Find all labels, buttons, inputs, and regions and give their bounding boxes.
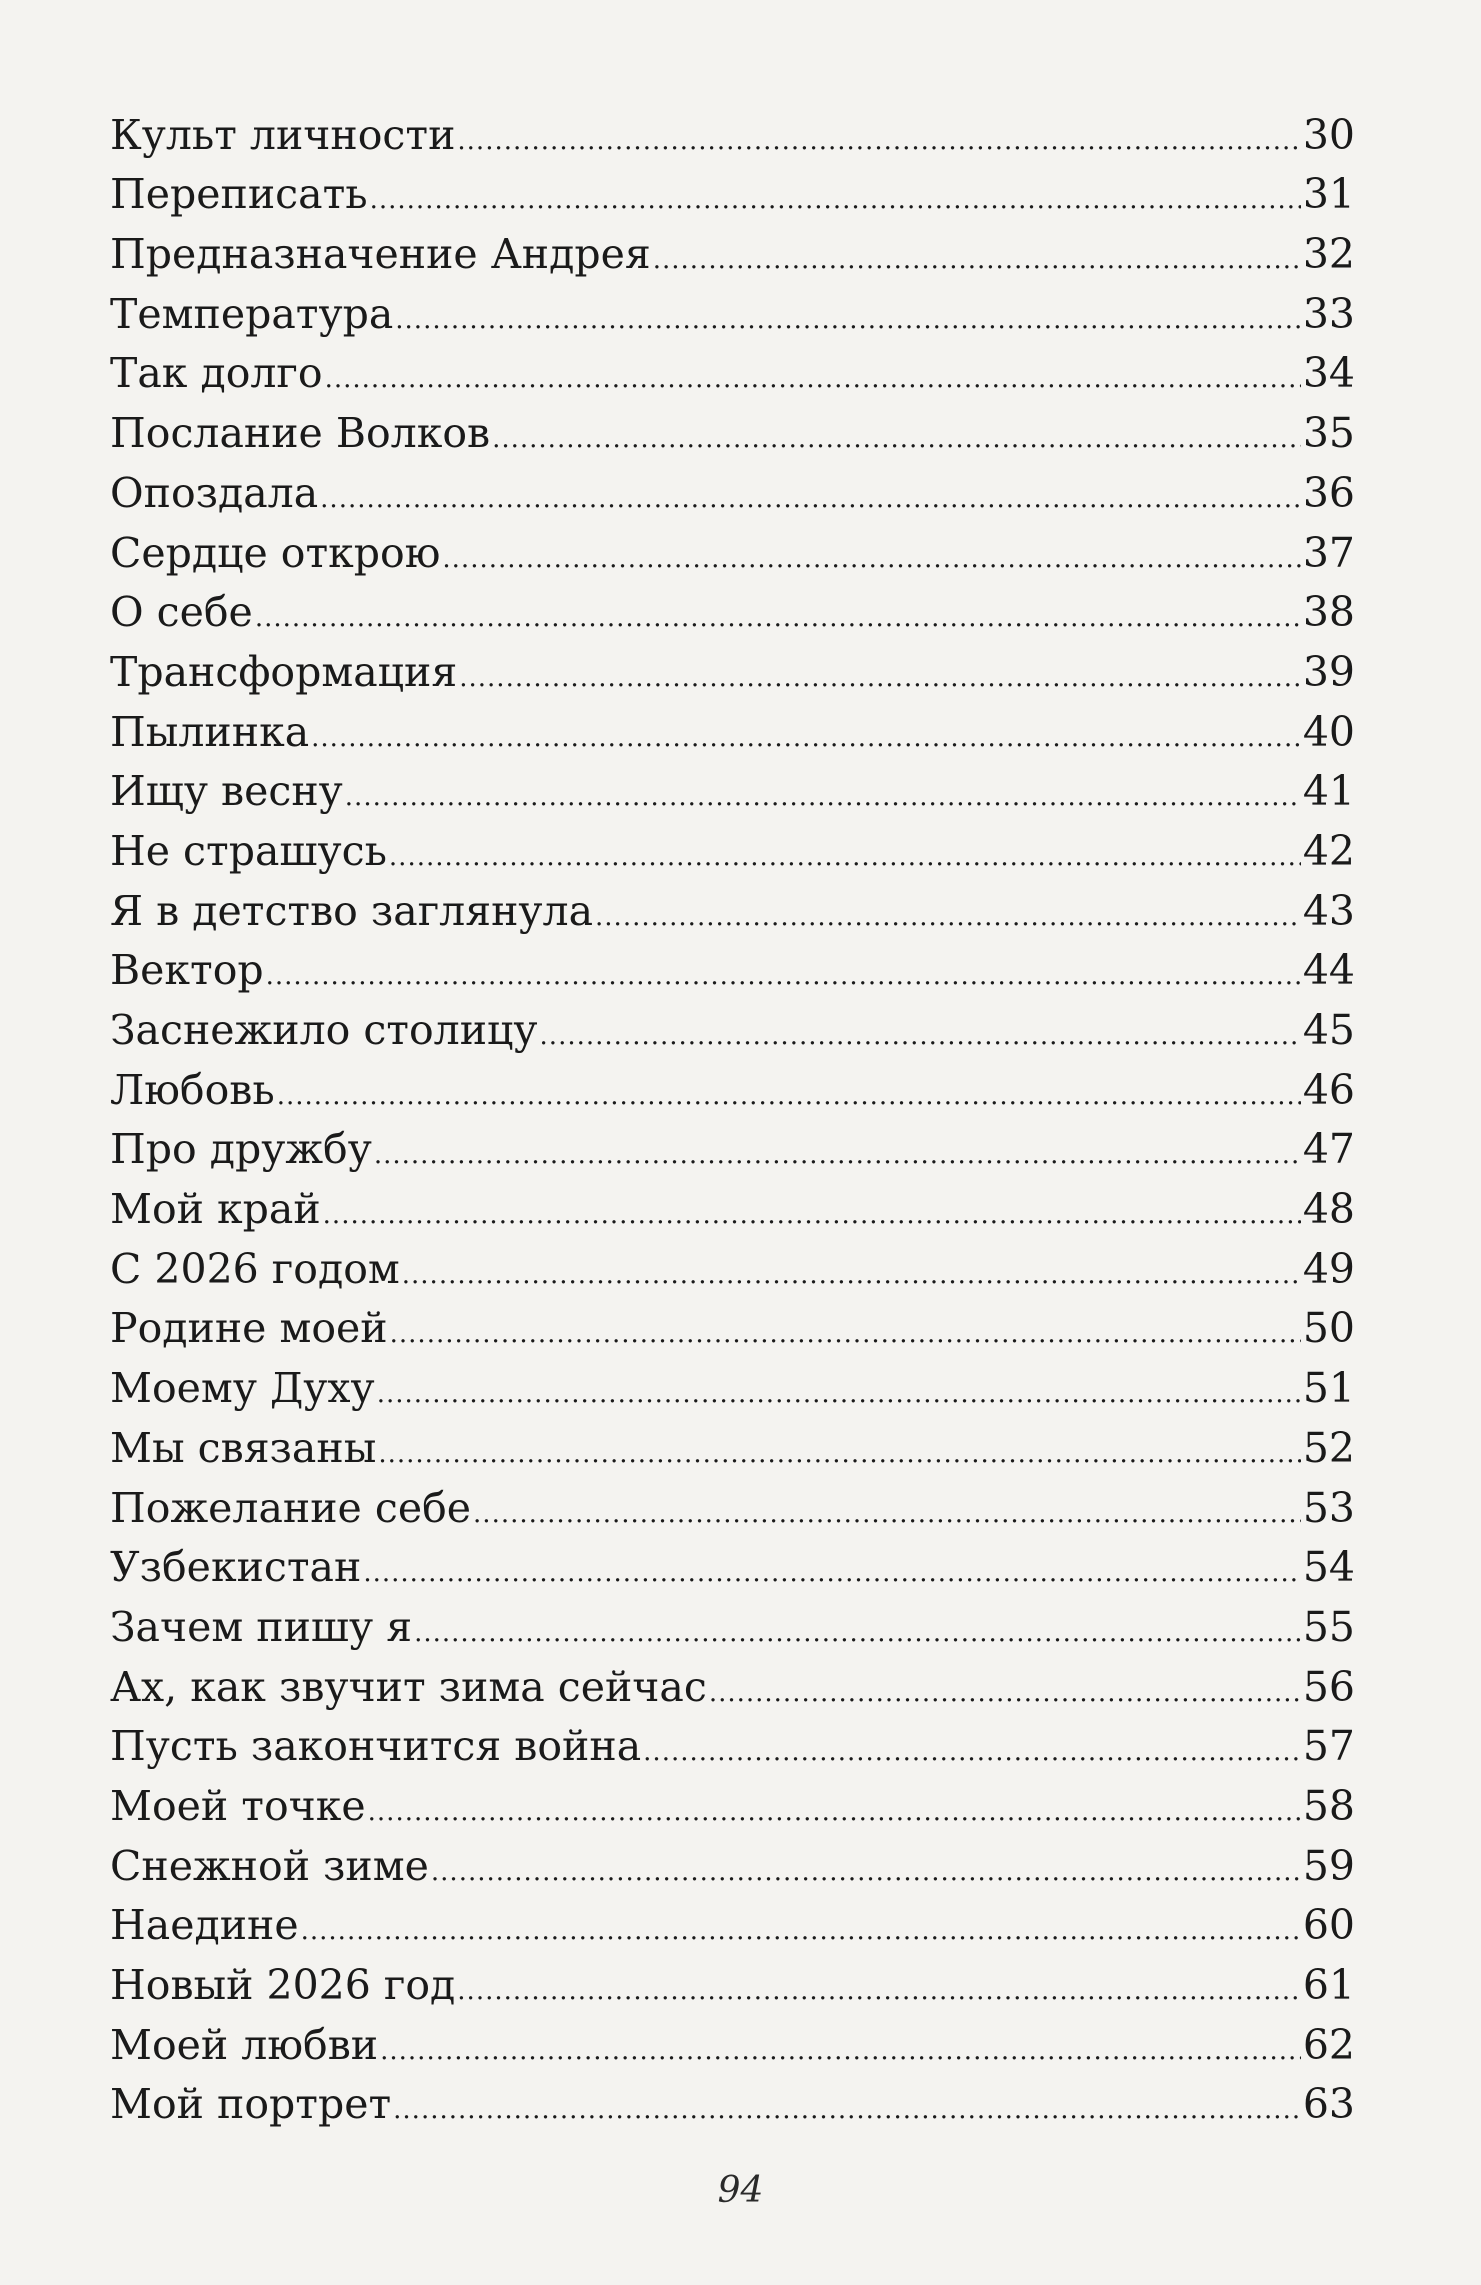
toc-dot-leader xyxy=(277,1083,1301,1109)
toc-entry-title: Предназначение Андрея xyxy=(110,230,651,279)
toc-entry-page: 40 xyxy=(1302,707,1355,756)
toc-entry xyxy=(110,526,1355,586)
toc-entry xyxy=(110,1242,1355,1302)
toc-entry-title: Переписать xyxy=(110,170,368,219)
toc-dot-leader xyxy=(414,1620,1301,1646)
toc-entry xyxy=(110,1720,1355,1780)
toc-entry-page: 63 xyxy=(1302,2080,1355,2129)
toc-entry-page: 35 xyxy=(1302,409,1355,458)
toc-entry-title: Заснежило столицу xyxy=(110,1006,538,1054)
toc-entry-title: Моей точке xyxy=(110,1781,366,1830)
toc-entry-page: 46 xyxy=(1302,1065,1355,1114)
toc-entry-title: Пылинка xyxy=(110,707,310,756)
toc-entry xyxy=(110,2078,1355,2138)
toc-entry-page: 52 xyxy=(1302,1423,1355,1472)
toc-entry-title: Мой портрет xyxy=(110,2080,392,2129)
toc-entry xyxy=(110,168,1355,228)
toc-entry xyxy=(110,1421,1355,1481)
toc-dot-leader xyxy=(442,546,1300,572)
toc-entry-page: 37 xyxy=(1302,528,1355,577)
toc-dot-leader xyxy=(390,1321,1301,1347)
toc-entry-page: 32 xyxy=(1302,230,1355,279)
toc-entry-title: Послание Волков xyxy=(110,409,491,458)
table-of-contents xyxy=(110,108,1355,2137)
toc-entry-title: Мой край xyxy=(110,1185,321,1234)
toc-entry-page: 36 xyxy=(1302,468,1355,517)
toc-dot-leader xyxy=(363,1560,1301,1586)
toc-entry-page: 59 xyxy=(1302,1841,1355,1890)
toc-entry xyxy=(110,824,1355,884)
toc-entry-title: Мы связаны xyxy=(110,1423,377,1472)
toc-dot-leader xyxy=(377,1381,1301,1407)
toc-entry-page: 30 xyxy=(1302,110,1355,159)
toc-entry-page: 41 xyxy=(1302,767,1355,816)
toc-entry-page: 61 xyxy=(1302,1961,1355,2009)
toc-entry xyxy=(110,1899,1355,1959)
toc-entry xyxy=(110,586,1355,646)
toc-dot-leader xyxy=(709,1680,1301,1706)
toc-entry-title: О себе xyxy=(110,588,253,637)
toc-entry-title: Вектор xyxy=(110,946,264,995)
toc-entry-title: Наедине xyxy=(110,1901,299,1950)
toc-dot-leader xyxy=(380,2038,1301,2064)
toc-dot-leader xyxy=(402,1262,1301,1288)
toc-entry xyxy=(110,1958,1355,2018)
toc-entry-page: 53 xyxy=(1302,1483,1355,1532)
toc-entry xyxy=(110,347,1355,407)
toc-dot-leader xyxy=(595,904,1301,930)
toc-entry xyxy=(110,108,1355,168)
toc-entry-title: Моей любви xyxy=(110,2020,379,2069)
toc-entry-page: 31 xyxy=(1302,170,1355,219)
toc-entry-title: Новый 2026 год xyxy=(110,1961,456,2009)
toc-entry-title: Снежной зиме xyxy=(110,1841,429,1890)
page-number: 94 xyxy=(717,2170,764,2211)
toc-entry-page: 34 xyxy=(1302,349,1355,398)
toc-entry-title: Пусть закончится война xyxy=(110,1722,642,1771)
toc-entry-title: Температура xyxy=(110,289,394,338)
toc-entry-title: Трансформация xyxy=(110,647,458,696)
toc-entry-title: Так долго xyxy=(110,349,323,398)
toc-entry-title: Ищу весну xyxy=(110,767,343,816)
toc-dot-leader xyxy=(368,1799,1301,1825)
toc-entry xyxy=(110,227,1355,287)
toc-entry-page: 38 xyxy=(1302,588,1355,637)
toc-dot-leader xyxy=(492,426,1301,452)
toc-entry-page: 48 xyxy=(1302,1185,1355,1234)
toc-entry-title: Я в детство заглянула xyxy=(110,886,594,935)
toc-entry-page: 39 xyxy=(1302,647,1355,696)
toc-entry-page: 51 xyxy=(1302,1364,1355,1413)
toc-entry-page: 43 xyxy=(1302,886,1355,935)
toc-entry xyxy=(110,884,1355,944)
toc-entry-page: 33 xyxy=(1302,289,1355,338)
toc-entry-title: Узбекистан xyxy=(110,1543,362,1592)
toc-entry-title: Любовь xyxy=(110,1065,275,1114)
toc-entry-page: 44 xyxy=(1302,946,1355,995)
toc-entry xyxy=(110,645,1355,705)
toc-entry-page: 62 xyxy=(1302,2020,1355,2069)
toc-dot-leader xyxy=(457,128,1300,154)
toc-entry xyxy=(110,1182,1355,1242)
toc-entry xyxy=(110,1779,1355,1839)
toc-entry-title: Не страшусь xyxy=(110,826,387,875)
toc-entry xyxy=(110,1123,1355,1183)
toc-entry-page: 49 xyxy=(1302,1244,1355,1293)
toc-dot-leader xyxy=(540,1023,1301,1049)
toc-entry-title: Культ личности xyxy=(110,110,456,159)
toc-entry-title: Зачем пишу я xyxy=(110,1602,413,1651)
toc-entry-page: 47 xyxy=(1302,1125,1355,1174)
toc-dot-leader xyxy=(643,1739,1301,1765)
toc-dot-leader xyxy=(266,963,1301,989)
toc-entry-page: 42 xyxy=(1302,826,1355,875)
toc-dot-leader xyxy=(301,1918,1301,1944)
toc-entry xyxy=(110,765,1355,825)
toc-entry-title: Пожелание себе xyxy=(110,1483,472,1532)
toc-entry-page: 54 xyxy=(1302,1543,1355,1592)
toc-entry-title: Моему Духу xyxy=(110,1364,375,1413)
toc-entry-title: Ах, как звучит зима сейчас xyxy=(110,1662,707,1711)
toc-dot-leader xyxy=(473,1501,1301,1527)
toc-dot-leader xyxy=(345,784,1301,810)
toc-dot-leader xyxy=(395,307,1301,333)
toc-entry xyxy=(110,1302,1355,1362)
toc-entry xyxy=(110,1063,1355,1123)
toc-entry-title: Родине моей xyxy=(110,1304,388,1353)
toc-entry-title: Сердце открою xyxy=(110,528,441,577)
toc-dot-leader xyxy=(374,1142,1301,1168)
toc-dot-leader xyxy=(459,665,1301,691)
toc-entry-title: Про дружбу xyxy=(110,1125,372,1174)
toc-entry-page: 56 xyxy=(1302,1662,1355,1711)
toc-entry-page: 55 xyxy=(1302,1602,1355,1651)
toc-dot-leader xyxy=(378,1441,1301,1467)
toc-entry xyxy=(110,944,1355,1004)
toc-dot-leader xyxy=(370,187,1301,213)
toc-entry-page: 60 xyxy=(1302,1901,1355,1950)
toc-dot-leader xyxy=(389,844,1301,870)
toc-entry xyxy=(110,1839,1355,1899)
toc-entry-page: 57 xyxy=(1302,1722,1355,1771)
toc-entry xyxy=(110,1660,1355,1720)
toc-dot-leader xyxy=(653,247,1301,273)
toc-entry xyxy=(110,406,1355,466)
toc-entry xyxy=(110,287,1355,347)
toc-entry xyxy=(110,2018,1355,2078)
toc-entry xyxy=(110,1541,1355,1601)
toc-dot-leader xyxy=(325,366,1301,392)
toc-dot-leader xyxy=(255,605,1301,631)
toc-dot-leader xyxy=(320,486,1301,512)
toc-entry-title: С 2026 годом xyxy=(110,1244,400,1293)
toc-entry-title: Опоздала xyxy=(110,468,319,517)
toc-entry-page: 50 xyxy=(1302,1304,1355,1353)
toc-entry xyxy=(110,1481,1355,1541)
toc-entry xyxy=(110,466,1355,526)
toc-entry-page: 58 xyxy=(1302,1781,1355,1830)
toc-dot-leader xyxy=(431,1859,1301,1885)
toc-dot-leader xyxy=(457,1978,1301,2004)
toc-entry xyxy=(110,1600,1355,1660)
toc-entry xyxy=(110,705,1355,765)
toc-entry xyxy=(110,1361,1355,1421)
toc-dot-leader xyxy=(323,1202,1301,1228)
toc-dot-leader xyxy=(393,2097,1301,2123)
toc-dot-leader xyxy=(311,725,1301,751)
toc-entry xyxy=(110,1003,1355,1063)
toc-entry-page: 45 xyxy=(1302,1006,1355,1054)
